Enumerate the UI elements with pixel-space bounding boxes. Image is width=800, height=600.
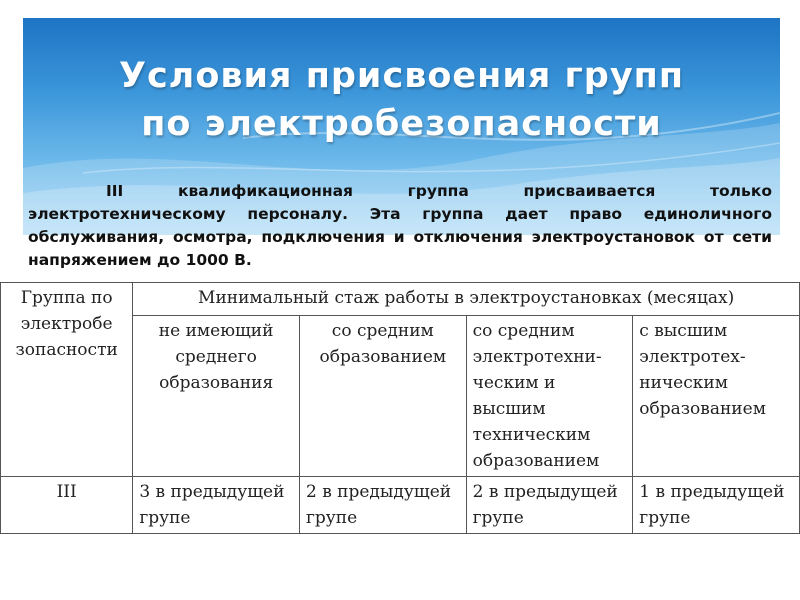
value-no-secondary: 3 в предыдущей групе xyxy=(133,477,300,534)
subheader-secondary-technical: со средним электротехни-ческим и высшим техническим образованием xyxy=(466,316,633,477)
title-line-2: по электробезопасности xyxy=(141,104,662,144)
table-header-row xyxy=(1,283,800,316)
group-column-header: Группа по электробе зопасности xyxy=(1,283,133,477)
experience-table xyxy=(0,282,800,534)
intro-paragraph xyxy=(28,180,772,272)
subheader-no-secondary: не имеющий среднего образования xyxy=(133,316,300,477)
table-row xyxy=(1,477,800,534)
value-higher-electrotechnical: 1 в предыдущей групе xyxy=(633,477,800,534)
experience-span-header: Минимальный стаж работы в электроустановках (месяцах) xyxy=(133,283,800,316)
subheader-secondary: со средним образованием xyxy=(299,316,466,477)
slide-title xyxy=(23,52,780,148)
subheader-higher-electrotechnical: с высшим электротех-ническим образованием xyxy=(633,316,800,477)
intro-text: III квалификационная группа присваивается только электротехническому персоналу. Эта группа дает право единоличного обслуживания, осмотра, подключения и отключения электроустановок от сети напряжением до 1000 В. xyxy=(28,182,772,269)
value-secondary-technical: 2 в предыдущей групе xyxy=(466,477,633,534)
title-line-1: Условия присвоения групп xyxy=(118,56,685,96)
group-value: III xyxy=(1,477,133,534)
value-secondary: 2 в предыдущей групе xyxy=(299,477,466,534)
